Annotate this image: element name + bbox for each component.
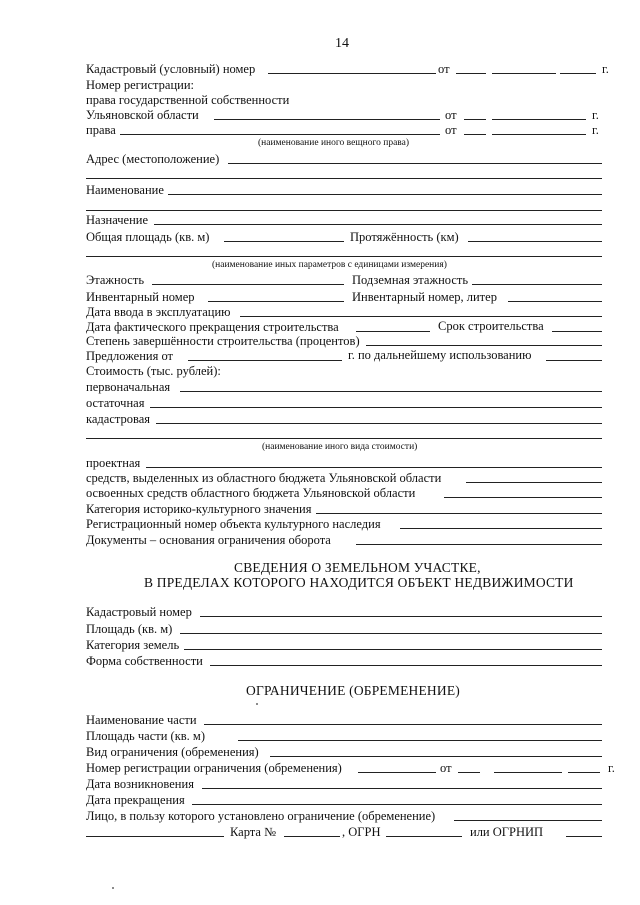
beneficiary-field-2[interactable] bbox=[86, 836, 224, 837]
page-number: 14 bbox=[335, 36, 349, 51]
region-label: Ульяновской области bbox=[86, 108, 199, 122]
rights-date-field[interactable] bbox=[492, 134, 586, 135]
region-day-field[interactable] bbox=[464, 119, 486, 120]
cadastral-year-field[interactable] bbox=[560, 73, 596, 74]
cadastral-field[interactable] bbox=[268, 73, 436, 74]
floors-field[interactable] bbox=[152, 284, 344, 285]
land-area-field[interactable] bbox=[180, 633, 602, 634]
region-reg-field[interactable] bbox=[214, 119, 440, 120]
encumbrance-reg-day-field[interactable] bbox=[458, 772, 480, 773]
encumbrance-reg-label: Номер регистрации ограничения (обременения) bbox=[86, 761, 342, 775]
rights-ot: от bbox=[445, 123, 457, 137]
cost-cadastral-label: кадастровая bbox=[86, 412, 151, 426]
proposals-date-field[interactable] bbox=[188, 360, 342, 361]
cadastral-label: Кадастровый (условный) номер bbox=[86, 62, 256, 76]
budget-allocated-label: средств, выделенных из областного бюджета Ульяновской области bbox=[86, 471, 442, 485]
cost-cadastral-field[interactable] bbox=[156, 423, 602, 424]
date-end-label: Дата прекращения bbox=[86, 793, 185, 807]
address-label: Адрес (местоположение) bbox=[86, 152, 220, 166]
inventory-liter-field[interactable] bbox=[508, 301, 602, 302]
stop-date-label: Дата фактического прекращения строительства bbox=[86, 320, 339, 334]
params-field[interactable] bbox=[86, 256, 602, 257]
card-label: Карта № bbox=[230, 825, 277, 839]
heritage-reg-label: Регистрационный номер объекта культурного наследия bbox=[86, 517, 381, 531]
budget-used-label: освоенных средств областного бюджета Ульяновской области bbox=[86, 486, 416, 500]
state-rights-label: права государственной собственности bbox=[86, 93, 290, 107]
length-field[interactable] bbox=[468, 241, 602, 242]
land-category-field[interactable] bbox=[184, 649, 602, 650]
encumbrance-heading: ОГРАНИЧЕНИЕ (ОБРЕМЕНЕНИЕ) bbox=[246, 683, 460, 698]
ogrnip-field[interactable] bbox=[566, 836, 602, 837]
build-term-field[interactable] bbox=[552, 331, 602, 332]
purpose-field[interactable] bbox=[154, 224, 602, 225]
build-term-label: Срок строительства bbox=[438, 319, 544, 333]
encumbrance-reg-g: г. bbox=[608, 761, 615, 775]
region-ot: от bbox=[445, 108, 457, 122]
land-category-label: Категория земель bbox=[86, 638, 180, 652]
encumbrance-reg-year-field[interactable] bbox=[568, 772, 600, 773]
date-start-field[interactable] bbox=[202, 788, 602, 789]
encumbrance-reg-field[interactable] bbox=[358, 772, 436, 773]
rights-day-field[interactable] bbox=[464, 134, 486, 135]
proposals-field[interactable] bbox=[546, 360, 602, 361]
rights-caption: (наименование иного вещного права) bbox=[258, 138, 410, 148]
stop-date-field[interactable] bbox=[356, 331, 430, 332]
rights-label: права bbox=[86, 123, 116, 137]
land-area-label: Площадь (кв. м) bbox=[86, 622, 173, 636]
proposals-rest-label: г. по дальнейшему использованию bbox=[348, 348, 532, 362]
encumbrance-type-label: Вид ограничения (обременения) bbox=[86, 745, 259, 759]
cost-label: Стоимость (тыс. рублей): bbox=[86, 364, 221, 378]
registration-label: Номер регистрации: bbox=[86, 78, 194, 92]
land-heading-1: СВЕДЕНИЯ О ЗЕМЕЛЬНОМ УЧАСТКЕ, bbox=[234, 560, 481, 575]
cost-residual-label: остаточная bbox=[86, 396, 145, 410]
area-field[interactable] bbox=[224, 241, 344, 242]
encumbrance-type-field[interactable] bbox=[270, 756, 602, 757]
commission-field[interactable] bbox=[240, 316, 602, 317]
proposals-from-label: Предложения от bbox=[86, 349, 174, 363]
cadastral-month-field[interactable] bbox=[492, 73, 556, 74]
land-ownership-label: Форма собственности bbox=[86, 654, 203, 668]
underground-field[interactable] bbox=[472, 284, 602, 285]
beneficiary-field[interactable] bbox=[454, 820, 602, 821]
part-name-field[interactable] bbox=[204, 724, 602, 725]
cadastral-day-field[interactable] bbox=[456, 73, 486, 74]
commission-label: Дата ввода в эксплуатацию bbox=[86, 305, 231, 319]
cost-initial-label: первоначальная bbox=[86, 380, 171, 394]
ogrnip-label: или ОГРНИП bbox=[470, 825, 544, 839]
address-field[interactable] bbox=[228, 163, 602, 164]
region-g: г. bbox=[592, 108, 599, 122]
inventory-label: Инвентарный номер bbox=[86, 290, 195, 304]
land-ownership-field[interactable] bbox=[210, 665, 602, 666]
heritage-category-label: Категория историко-культурного значения bbox=[86, 502, 312, 516]
encumbrance-reg-month-field[interactable] bbox=[494, 772, 562, 773]
heritage-category-field[interactable] bbox=[316, 513, 602, 514]
speck-dot-bottom bbox=[112, 887, 114, 889]
speck-dot bbox=[256, 703, 258, 705]
budget-allocated-field[interactable] bbox=[466, 482, 602, 483]
purpose-label: Назначение bbox=[86, 213, 149, 227]
floors-label: Этажность bbox=[86, 273, 145, 287]
area-label: Общая площадь (кв. м) bbox=[86, 230, 210, 244]
inventory-liter-label: Инвентарный номер, литер bbox=[352, 290, 497, 304]
card-field[interactable] bbox=[284, 836, 340, 837]
beneficiary-label: Лицо, в пользу которого установлено ограничение (обременение) bbox=[86, 809, 436, 823]
ogrn-label: , ОГРН bbox=[342, 825, 381, 839]
cadastral-ot: от bbox=[438, 62, 450, 76]
cost-project-label: проектная bbox=[86, 456, 141, 470]
cost-other-field[interactable] bbox=[86, 438, 602, 439]
land-cadastral-label: Кадастровый номер bbox=[86, 605, 192, 619]
params-caption: (наименование иных параметров с единицами измерения) bbox=[212, 260, 447, 270]
encumbrance-reg-ot: от bbox=[440, 761, 452, 775]
region-date-field[interactable] bbox=[492, 119, 586, 120]
inventory-field[interactable] bbox=[208, 301, 344, 302]
land-heading-2: В ПРЕДЕЛАХ КОТОРОГО НАХОДИТСЯ ОБЪЕКТ НЕДВИЖИМОСТИ bbox=[144, 575, 574, 590]
part-name-label: Наименование части bbox=[86, 713, 197, 727]
rights-g: г. bbox=[592, 123, 599, 137]
part-area-label: Площадь части (кв. м) bbox=[86, 729, 205, 743]
cost-residual-field[interactable] bbox=[150, 407, 602, 408]
docs-restriction-field[interactable] bbox=[356, 544, 602, 545]
cost-caption: (наименование иного вида стоимости) bbox=[262, 442, 418, 452]
completion-label: Степень завершённости строительства (процентов) bbox=[86, 334, 360, 348]
name-label: Наименование bbox=[86, 183, 164, 197]
budget-used-field[interactable] bbox=[444, 497, 602, 498]
length-label: Протяжённость (км) bbox=[350, 230, 459, 244]
part-area-field[interactable] bbox=[238, 740, 602, 741]
rights-field[interactable] bbox=[120, 134, 440, 135]
docs-restriction-label: Документы – основания ограничения оборота bbox=[86, 533, 331, 547]
name-field[interactable] bbox=[168, 194, 602, 195]
land-cadastral-field[interactable] bbox=[200, 616, 602, 617]
completion-field[interactable] bbox=[366, 345, 602, 346]
heritage-reg-field[interactable] bbox=[400, 528, 602, 529]
address-field-2[interactable] bbox=[86, 178, 602, 179]
name-field-2[interactable] bbox=[86, 210, 602, 211]
date-start-label: Дата возникновения bbox=[86, 777, 194, 791]
cost-project-field[interactable] bbox=[146, 467, 602, 468]
underground-label: Подземная этажность bbox=[352, 273, 469, 287]
cadastral-g: г. bbox=[602, 62, 609, 76]
date-end-field[interactable] bbox=[192, 804, 602, 805]
cost-initial-field[interactable] bbox=[180, 391, 602, 392]
ogrn-field[interactable] bbox=[386, 836, 462, 837]
